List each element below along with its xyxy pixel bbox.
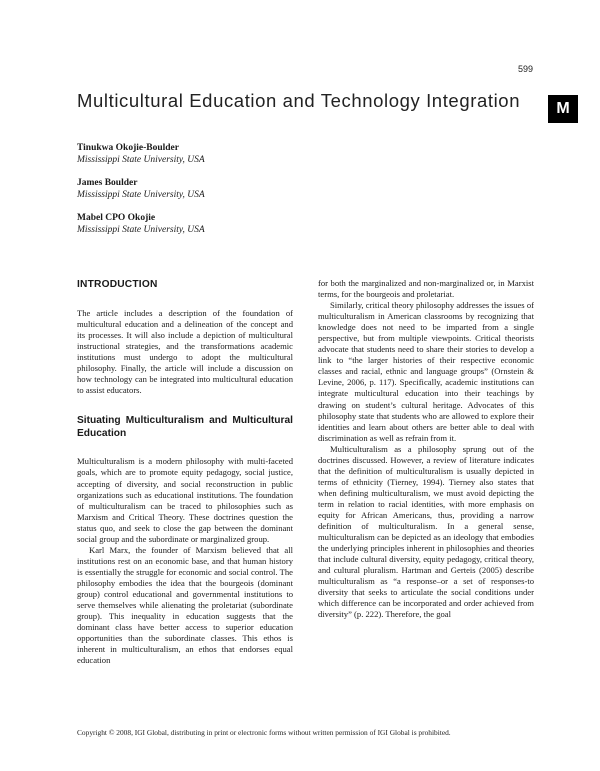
author-affiliation: Mississippi State University, USA: [77, 225, 205, 235]
right-column: [318, 278, 534, 620]
author-affiliation: Mississippi State University, USA: [77, 155, 205, 165]
introduction-heading: INTRODUCTION: [77, 279, 158, 290]
author-name: James Boulder: [77, 178, 138, 188]
author-list: [77, 142, 377, 247]
section-heading: Situating Multiculturalism and Multicultural Education: [77, 415, 293, 440]
intro-paragraph: The article includes a description of the foundation of multicultural education and a delineation of the concept and its processes. It will also include a depiction of multicultural instructional strategies, and the transformations academic institutions must undergo to adopt the multicultural philosophy. Finally, the article will include a discussion on how technology can be integrated into multicultural education to assist educators.: [77, 308, 293, 396]
author-affiliation: Mississippi State University, USA: [77, 190, 205, 200]
author-name: Mabel CPO Okojie: [77, 213, 156, 223]
body-paragraph: for both the marginalized and non-marginalized or, in Marxist terms, for the bourgeois and proletariat.: [318, 278, 534, 300]
author-name: Tinukwa Okojie-Boulder: [77, 143, 179, 153]
body-paragraph: Similarly, critical theory philosophy addresses the issues of multiculturalism in American classrooms by recognizing that knowledge does not need to be imparted from a single perspective, but from multiple viewpoints. Critical theorists advocate that students need to share their stories to develop a link to “the larger histories of their respective economic classes and racial, ethnic and language groups” (Ornstein & Levine, 2006, p. 117). Specifically, academic institutions can integrate multicultural education into their teachings by drawing on student’s cultural heritage. Advocates of this philosophy state that students who are allowed to explore their identities and learn about others are better able to deal with discrimination as well as refrain from it.: [318, 300, 534, 443]
body-paragraph: Karl Marx, the founder of Marxism believed that all institutions rest on an economic base, and that human history is essentially the struggle for economic and social control. The philosophy embodies the idea that the bourgeois (dominant group) control educational and governmental institutions to serve themselves while alienating the proletariat (subordinate group). This inequality in education suggests that the dominant class have better access to superior education opportunities than the subordinate classes. This ethos is inherent in multiculturalism, an ethos that endorses equal education: [77, 544, 293, 666]
author-block: [77, 212, 377, 236]
section-letter-tab: M: [548, 95, 578, 123]
page-number: 599: [518, 64, 534, 74]
article-title: Multicultural Education and Technology Integration: [77, 90, 521, 111]
left-column: [77, 275, 293, 666]
author-block: [77, 177, 377, 201]
body-paragraph: Multiculturalism as a philosophy sprung out of the doctrines discussed. However, a review of literature indicates that the definition of multiculturalism is usually depicted in terms of ethnicity (Tierney, 1994). Tierney also states that when defining multiculturalism, we must avoid depicting the term in relation to racial identities, with more emphasis on equity for African Americans, thus, providing a narrow definition of multiculturalism. In a general sense, multiculturalism can be depicted as an ideology that embodies the underlying principles inherent in philosophies and theories that include cultural diversity, equity pedagogy, critical theory, and cultural pluralism. Hartman and Gerteis (2005) describe multiculturalism as “a response–or a set of responses-to diversity that seeks to articulate the social conditions under which difference can be incorporated and order achieved from diversity” (p. 222). Therefore, the goal: [318, 443, 534, 620]
copyright-footer: Copyright © 2008, IGI Global, distributing in print or electronic forms without written permission of IGI Global is prohibited.: [77, 728, 451, 737]
body-paragraph: Multiculturalism is a modern philosophy with multi-faceted goals, which are to promote equity pedagogy, social justice, accepting of diversity, and social reconstruction in public organizations such as educational institutions. The foundation of multiculturalism can be traced to philosophies such as Marxism and Critical Theory. These doctrines question the status quo, and seek to close the gap between the dominant social group and the subordinate or marginalized group.: [77, 456, 293, 544]
author-block: [77, 142, 377, 166]
